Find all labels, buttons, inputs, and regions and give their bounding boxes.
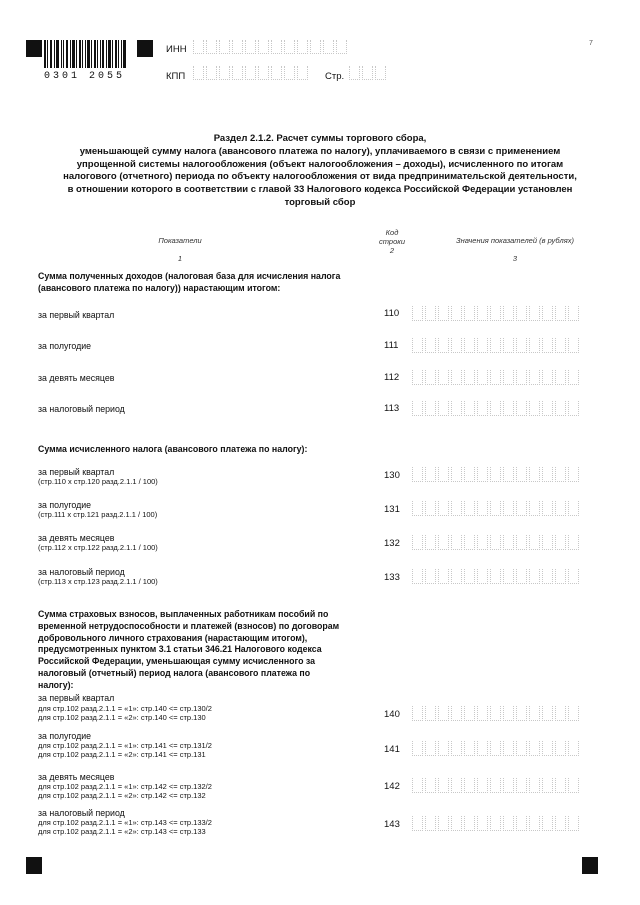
digit-cell[interactable]	[529, 370, 540, 385]
row-label: за налоговый период	[38, 404, 125, 414]
row-formula: (стр.110 х стр.120 разд.2.1.1 / 100)	[38, 477, 158, 486]
value-input-130[interactable]	[412, 467, 579, 482]
digit-cell[interactable]	[490, 338, 501, 353]
digit-cell[interactable]	[516, 706, 527, 721]
digit-cell[interactable]	[451, 535, 462, 550]
digit-cell[interactable]	[503, 467, 514, 482]
inn-label: ИНН	[166, 44, 187, 55]
digit-cell[interactable]	[490, 569, 501, 584]
digit-cell[interactable]	[490, 706, 501, 721]
column-header-code: Код строки 2	[379, 228, 405, 255]
row-condition: для стр.102 разд.2.1.1 = «1»: стр.141 <= стр.131/2	[38, 741, 212, 750]
digit-cell[interactable]	[412, 569, 423, 584]
digit-cell[interactable]	[503, 501, 514, 516]
digit-cell[interactable]	[529, 338, 540, 353]
digit-cell[interactable]	[503, 535, 514, 550]
digit-cell[interactable]	[464, 816, 475, 831]
row-condition: для стр.102 разд.2.1.1 = «2»: стр.143 <= стр.133	[38, 827, 206, 836]
row-condition: для стр.102 разд.2.1.1 = «1»: стр.143 <= стр.133/2	[38, 818, 212, 827]
digit-cell[interactable]	[438, 535, 449, 550]
digit-cell[interactable]	[477, 306, 488, 321]
digit-cell[interactable]	[503, 401, 514, 416]
digit-cell[interactable]	[503, 778, 514, 793]
digit-cell[interactable]	[529, 401, 540, 416]
digit-cell[interactable]	[555, 467, 566, 482]
value-input-143[interactable]	[412, 816, 579, 831]
row-code: 130	[384, 470, 400, 481]
digit-cell[interactable]	[464, 370, 475, 385]
row-label: за девять месяцев	[38, 373, 115, 383]
digit-cell[interactable]	[568, 816, 579, 831]
digit-cell[interactable]	[555, 569, 566, 584]
row-code: 132	[384, 538, 400, 549]
digit-cell[interactable]	[451, 306, 462, 321]
digit-cell[interactable]	[425, 467, 436, 482]
title-line: Раздел 2.1.2. Расчет суммы торгового сбора,	[213, 133, 427, 144]
digit-cell[interactable]	[542, 706, 553, 721]
digit-cell[interactable]	[529, 535, 540, 550]
digit-cell[interactable]	[555, 535, 566, 550]
digit-cell[interactable]	[490, 741, 501, 756]
digit-cell[interactable]	[568, 338, 579, 353]
digit-cell[interactable]	[529, 467, 540, 482]
digit-cell[interactable]	[542, 338, 553, 353]
digit-cell[interactable]	[477, 370, 488, 385]
digit-cell[interactable]	[425, 569, 436, 584]
digit-cell[interactable]	[412, 816, 423, 831]
digit-cell[interactable]	[568, 569, 579, 584]
digit-cell[interactable]	[529, 569, 540, 584]
digit-cell[interactable]	[438, 306, 449, 321]
row-code: 110	[384, 308, 400, 319]
kpp-label: КПП	[166, 71, 186, 82]
corner-marker-bottom-right	[582, 857, 598, 874]
digit-cell[interactable]	[451, 706, 462, 721]
digit-cell[interactable]	[438, 706, 449, 721]
digit-cell[interactable]	[451, 501, 462, 516]
digit-cell[interactable]	[438, 401, 449, 416]
row-code: 142	[384, 781, 400, 792]
digit-cell[interactable]	[490, 467, 501, 482]
column-header-values: Значения показателей (в рублях) 3	[456, 236, 574, 263]
digit-cell[interactable]	[425, 706, 436, 721]
digit-cell[interactable]	[516, 467, 527, 482]
digit-cell[interactable]	[477, 467, 488, 482]
digit-cell[interactable]	[568, 401, 579, 416]
row-code: 112	[384, 372, 400, 383]
row-formula: (стр.113 х стр.123 разд.2.1.1 / 100)	[38, 577, 158, 586]
digit-cell[interactable]	[490, 401, 501, 416]
digit-cell[interactable]	[542, 816, 553, 831]
digit-cell[interactable]	[412, 535, 423, 550]
digit-cell[interactable]	[555, 706, 566, 721]
digit-cell[interactable]	[451, 741, 462, 756]
digit-cell[interactable]	[490, 816, 501, 831]
digit-cell[interactable]	[412, 338, 423, 353]
column-header-indicators: Показатели 1	[158, 236, 202, 263]
digit-cell[interactable]	[464, 501, 475, 516]
digit-cell[interactable]	[425, 778, 436, 793]
digit-cell[interactable]	[490, 306, 501, 321]
barcode-number: 0301 2055	[44, 71, 126, 82]
digit-cell[interactable]	[438, 338, 449, 353]
row-label: за налоговый период	[38, 567, 125, 577]
row-code: 131	[384, 504, 400, 515]
digit-cell[interactable]	[503, 816, 514, 831]
digit-cell[interactable]	[438, 501, 449, 516]
digit-cell[interactable]	[464, 569, 475, 584]
row-code: 140	[384, 709, 400, 720]
corner-marker-bottom-left	[26, 857, 42, 874]
corner-marker-top-left	[26, 40, 42, 57]
digit-cell[interactable]	[425, 501, 436, 516]
digit-cell[interactable]	[568, 467, 579, 482]
digit-cell[interactable]	[542, 535, 553, 550]
digit-cell[interactable]	[451, 569, 462, 584]
digit-cell[interactable]	[464, 706, 475, 721]
digit-cell[interactable]	[516, 306, 527, 321]
row-code: 143	[384, 819, 400, 830]
row-label: за девять месяцев	[38, 533, 115, 543]
digit-cell[interactable]	[464, 306, 475, 321]
digit-cell[interactable]	[555, 816, 566, 831]
value-input-113[interactable]	[412, 401, 579, 416]
page-number: 7	[589, 40, 593, 47]
digit-cell[interactable]	[412, 467, 423, 482]
title-line: уменьшающей сумму налога (авансового платежа по налогу), уплачиваемого в связи с применением	[79, 145, 561, 157]
digit-cell[interactable]	[542, 401, 553, 416]
row-label: за первый квартал	[38, 310, 115, 320]
digit-cell[interactable]	[425, 535, 436, 550]
row-code: 111	[384, 340, 399, 351]
digit-cell[interactable]	[503, 569, 514, 584]
value-input-131[interactable]	[412, 501, 579, 516]
value-input-111[interactable]	[412, 338, 579, 353]
digit-cell[interactable]	[555, 501, 566, 516]
barcode	[44, 40, 126, 68]
digit-cell[interactable]	[477, 569, 488, 584]
value-input-110[interactable]	[412, 306, 579, 321]
digit-cell[interactable]	[425, 338, 436, 353]
digit-cell[interactable]	[529, 306, 540, 321]
digit-cell[interactable]	[464, 778, 475, 793]
section2-heading: Сумма исчисленного налога (авансового платежа по налогу):	[38, 444, 308, 454]
digit-cell[interactable]	[477, 401, 488, 416]
digit-cell[interactable]	[412, 370, 423, 385]
digit-cell[interactable]	[477, 338, 488, 353]
digit-cell[interactable]	[438, 467, 449, 482]
row-label: за полугодие	[38, 341, 92, 351]
value-input-133[interactable]	[412, 569, 579, 584]
digit-cell[interactable]	[555, 778, 566, 793]
row-formula: (стр.111 х стр.121 разд.2.1.1 / 100)	[38, 510, 158, 519]
digit-cell[interactable]	[425, 816, 436, 831]
digit-cell[interactable]	[490, 501, 501, 516]
digit-cell[interactable]	[555, 401, 566, 416]
digit-cell[interactable]	[542, 370, 553, 385]
digit-cell[interactable]	[477, 535, 488, 550]
row-label: за первый квартал	[38, 693, 115, 703]
digit-cell[interactable]	[516, 778, 527, 793]
digit-cell[interactable]	[490, 370, 501, 385]
digit-cell[interactable]	[516, 535, 527, 550]
digit-cell[interactable]	[542, 741, 553, 756]
digit-cell[interactable]	[529, 501, 540, 516]
value-input-142[interactable]	[412, 778, 579, 793]
digit-cell[interactable]	[568, 535, 579, 550]
row-label: за девять месяцев	[38, 772, 115, 782]
row-code: 113	[384, 403, 400, 414]
digit-cell[interactable]	[490, 535, 501, 550]
digit-cell[interactable]	[412, 306, 423, 321]
digit-cell[interactable]	[568, 501, 579, 516]
page-label: Стр.	[325, 71, 345, 82]
digit-cell[interactable]	[425, 306, 436, 321]
digit-cell[interactable]	[503, 338, 514, 353]
digit-cell[interactable]	[516, 401, 527, 416]
digit-cell[interactable]	[464, 401, 475, 416]
digit-cell[interactable]	[464, 741, 475, 756]
digit-cell[interactable]	[412, 706, 423, 721]
digit-cell[interactable]	[451, 370, 462, 385]
value-input-132[interactable]	[412, 535, 579, 550]
digit-cell[interactable]	[516, 741, 527, 756]
digit-cell[interactable]	[503, 306, 514, 321]
digit-cell[interactable]	[464, 535, 475, 550]
value-input-112[interactable]	[412, 370, 579, 385]
digit-cell[interactable]	[542, 306, 553, 321]
kpp-cells[interactable]	[193, 66, 308, 80]
title-line: в отношении которого в соответствии с главой 33 Налогового кодекса Российской Федерации установлен	[67, 184, 573, 196]
digit-cell[interactable]	[542, 569, 553, 584]
digit-cell[interactable]	[529, 706, 540, 721]
digit-cell[interactable]	[529, 741, 540, 756]
digit-cell[interactable]	[490, 778, 501, 793]
digit-cell[interactable]	[451, 467, 462, 482]
digit-cell[interactable]	[464, 467, 475, 482]
row-formula: (стр.112 х стр.122 разд.2.1.1 / 100)	[38, 543, 158, 552]
row-label: за налоговый период	[38, 808, 125, 818]
digit-cell[interactable]	[438, 741, 449, 756]
digit-cell[interactable]	[425, 401, 436, 416]
digit-cell[interactable]	[451, 816, 462, 831]
row-condition: для стр.102 разд.2.1.1 = «2»: стр.141 <= стр.131	[38, 750, 206, 759]
digit-cell[interactable]	[503, 706, 514, 721]
digit-cell[interactable]	[425, 370, 436, 385]
digit-cell[interactable]	[542, 467, 553, 482]
digit-cell[interactable]	[477, 816, 488, 831]
digit-cell[interactable]	[438, 370, 449, 385]
row-label: за полугодие	[38, 500, 92, 510]
digit-cell[interactable]	[555, 370, 566, 385]
digit-cell[interactable]	[477, 741, 488, 756]
title-line: упрощенной системы налогообложения (объект налогообложения – доходы), исчисленного по итогам	[76, 158, 564, 170]
digit-cell[interactable]	[529, 816, 540, 831]
digit-cell[interactable]	[438, 778, 449, 793]
digit-cell[interactable]	[542, 778, 553, 793]
digit-cell[interactable]	[451, 778, 462, 793]
digit-cell[interactable]	[503, 370, 514, 385]
digit-cell[interactable]	[555, 741, 566, 756]
digit-cell[interactable]	[516, 816, 527, 831]
digit-cell[interactable]	[412, 778, 423, 793]
digit-cell[interactable]	[464, 338, 475, 353]
digit-cell[interactable]	[568, 741, 579, 756]
digit-cell[interactable]	[516, 569, 527, 584]
value-input-140[interactable]	[412, 706, 579, 721]
digit-cell[interactable]	[438, 816, 449, 831]
digit-cell[interactable]	[555, 306, 566, 321]
digit-cell[interactable]	[503, 741, 514, 756]
digit-cell[interactable]	[412, 401, 423, 416]
value-input-141[interactable]	[412, 741, 579, 756]
digit-cell[interactable]	[412, 501, 423, 516]
digit-cell[interactable]	[477, 778, 488, 793]
digit-cell[interactable]	[451, 338, 462, 353]
title-line: налогового (отчетного) периода по объекту налогообложения от вида предпринимательской деятельности,	[63, 171, 577, 183]
digit-cell[interactable]	[516, 501, 527, 516]
row-label: за полугодие	[38, 731, 92, 741]
digit-cell[interactable]	[425, 741, 436, 756]
row-label: за первый квартал	[38, 467, 115, 477]
digit-cell[interactable]	[438, 569, 449, 584]
digit-cell[interactable]	[568, 778, 579, 793]
row-condition: для стр.102 разд.2.1.1 = «1»: стр.142 <= стр.132/2	[38, 782, 212, 791]
section3-heading: Сумма страховых взносов, выплаченных работникам пособий по временной нетрудоспособности и платежей (взносов) по договорам добровольного личного страхования (нарастающим итогом), предусмотренных пунктом 3.1 статьи 346.21 Налогового кодекса Российской Федерации, уменьшающая сумму исчисленного за налоговый (отчетный) период налога (авансового платежа по налогу):	[38, 609, 340, 690]
section1-heading: Сумма полученных доходов (налоговая база для исчисления налога (авансового платежа по налогу)) нарастающим итогом:	[38, 271, 341, 293]
section-title	[40, 133, 600, 210]
digit-cell[interactable]	[451, 401, 462, 416]
digit-cell[interactable]	[568, 306, 579, 321]
row-code: 141	[384, 744, 400, 755]
digit-cell[interactable]	[555, 338, 566, 353]
inn-cells[interactable]	[193, 40, 347, 54]
digit-cell[interactable]	[568, 706, 579, 721]
row-condition: для стр.102 разд.2.1.1 = «1»: стр.140 <= стр.130/2	[38, 704, 212, 713]
row-condition: для стр.102 разд.2.1.1 = «2»: стр.142 <= стр.132	[38, 791, 206, 800]
digit-cell[interactable]	[516, 338, 527, 353]
digit-cell[interactable]	[477, 501, 488, 516]
corner-marker-top-mid	[137, 40, 153, 57]
digit-cell[interactable]	[477, 706, 488, 721]
digit-cell[interactable]	[516, 370, 527, 385]
page-cells[interactable]	[349, 66, 386, 80]
digit-cell[interactable]	[529, 778, 540, 793]
digit-cell[interactable]	[542, 501, 553, 516]
row-condition: для стр.102 разд.2.1.1 = «2»: стр.140 <= стр.130	[38, 713, 206, 722]
digit-cell[interactable]	[568, 370, 579, 385]
title-line: торговый сбор	[284, 196, 356, 208]
digit-cell[interactable]	[412, 741, 423, 756]
row-code: 133	[384, 572, 400, 583]
